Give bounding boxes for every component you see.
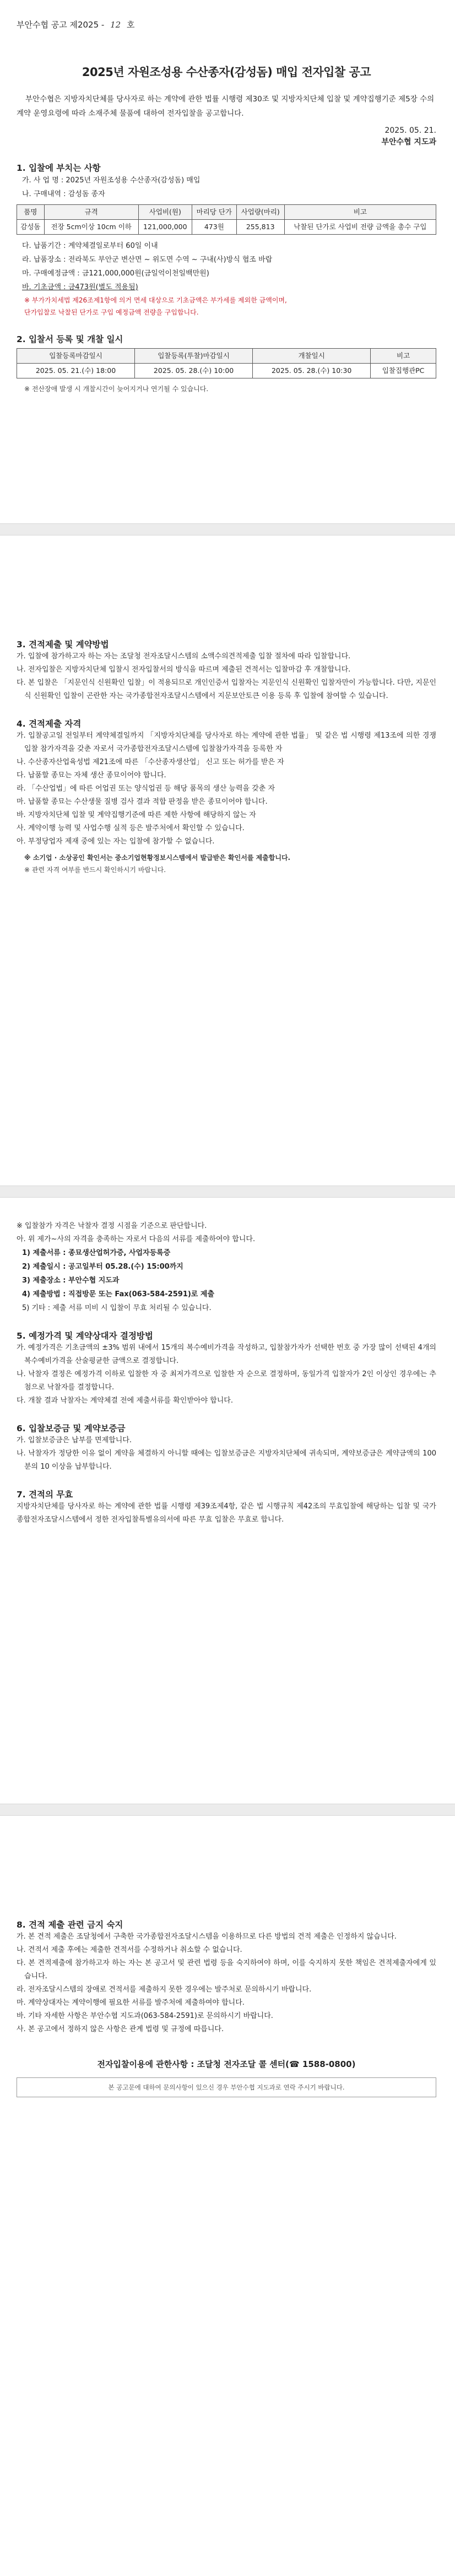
item-table-wrap <box>17 204 436 235</box>
s8-item-3: 다. 본 견적제출에 참가하고자 하는 자는 본 공고서 및 관련 법령 등을 숙지하여야 하며, 이를 숙지하지 못한 책임은 견적제출자에게 있습니다. <box>17 1959 436 1980</box>
table-row <box>17 364 436 378</box>
s4-doc-1: 1) 제출서류 : 종묘생산업허가증, 사업자등록증 <box>22 1249 171 1257</box>
th-unit-price: 마리당 단가 <box>192 205 236 220</box>
s4-item-3: 다. 납품할 종묘는 자체 생산 종묘이어야 합니다. <box>17 771 166 780</box>
s3-item-2: 나. 전자입찰은 지방자치단체 입찰시 전자입찰서의 방식을 따르며 제출된 견적서는 입찰마감 후 개찰합니다. <box>17 665 351 674</box>
s3-item-1: 가. 입찰에 참가하고자 하는 자는 조달청 전자조달시스템의 소액수의견적제출 입찰 절차에 따라 입찰합니다. <box>17 652 351 661</box>
doc-number <box>17 0 436 30</box>
page-title: 2025년 자원조성용 수산종자(감성돔) 매입 전자입찰 공고 <box>82 66 371 79</box>
item-table <box>17 204 436 235</box>
notice-date: 2025. 05. 21. <box>384 126 436 135</box>
s4-note-1: ※ 입찰참가 자격은 낙찰자 결정 시점을 기준으로 판단합니다. <box>17 1222 207 1230</box>
td-opening: 2025. 05. 28.(수) 10:30 <box>253 364 371 378</box>
s4-sub-1: ※ 소기업 · 소상공인 확인서는 중소기업현황정보시스템에서 발급받은 확인서를 제출합니다. <box>24 854 291 862</box>
notice-org: 부안수협 지도과 <box>381 138 436 147</box>
s1-delivery-place: 라. 납품장소 : 전라북도 부안군 변산면 ~ 위도면 수역 ~ 구내(사)방식 협조 바랍 <box>22 256 273 264</box>
td-name: 감성돔 <box>17 220 45 235</box>
s1-project-name: 가. 사 업 명 : 2025년 자원조성용 수산종자(감성돔) 매입 <box>22 176 201 185</box>
th-spec: 규격 <box>44 205 138 220</box>
page-divider <box>0 523 455 535</box>
th-qty: 사업량(마리) <box>236 205 284 220</box>
doc-number-prefix: 부안수협 공고 제2025 - <box>17 20 105 30</box>
s2-note: ※ 전산장애 발생 시 개찰시간이 늦어지거나 연기될 수 있습니다. <box>24 385 209 393</box>
s1-note-2: 단가입찰로 낙찰된 단가로 구입 예정금액 전량을 구입합니다. <box>24 309 199 316</box>
td-note: 입찰집행관PC <box>371 364 436 378</box>
callcenter-line: 전자입찰이용에 관한사항 : 조달청 전자조달 콜 센터(☎ 1588-0800) <box>97 2059 356 2069</box>
s4-doc-5: 5) 기타 : 제출 서류 미비 시 입찰이 무효 처리될 수 있습니다. <box>22 1304 212 1312</box>
s4-doc-3: 3) 제출장소 : 부안수협 지도과 <box>22 1276 120 1285</box>
s4-doc-2: 2) 제출일시 : 공고일부터 05.28.(수) 15:00까지 <box>22 1263 183 1271</box>
s4-item-4: 라. 「수산업법」에 따른 어업권 또는 양식업권 등 해당 품목의 생산 능력을 갖춘 자 <box>17 784 275 793</box>
s7-paragraph: 지방자치단체를 당사자로 하는 계약에 관한 법률 시행령 제39조제4항, 같은 법 시행규칙 제42조의 무효입찰에 해당하는 입찰 및 국가종합전자조달시스템에서 정한 전자입찰특별유의서에 따른 무효 입찰은 무효로 합니다. <box>17 1502 436 1524</box>
th-remarks: 비고 <box>284 205 436 220</box>
s8-item-7: 사. 본 공고에서 정하지 않은 사항은 관계 법령 및 규정에 따릅니다. <box>17 2025 224 2033</box>
schedule-table <box>17 348 436 378</box>
s4-item-2: 나. 수산종자산업육성법 제21조에 따른 「수산종자생산업」 신고 또는 허가를 받은 자 <box>17 758 284 766</box>
s4-sub-2: ※ 관련 자격 여부를 반드시 확인하시기 바랍니다. <box>24 866 166 874</box>
section-8-heading: 8. 견적 제출 관련 금지 숙지 <box>17 1920 123 1930</box>
section-1-heading: 1. 입찰에 부치는 사항 <box>17 163 101 173</box>
schedule-table-wrap <box>17 348 436 378</box>
page-3 <box>0 1198 455 1804</box>
th-bid-deadline: 입찰등록(투찰)마감일시 <box>135 349 253 364</box>
intro-paragraph: 부안수협은 지방자치단체를 당사자로 하는 계약에 관한 법률 시행령 제30조 및 지방자치단체 입찰 및 계약집행기준 제5장 수의계약 운영요령에 따라 소재주체 물품에 대하여 전자입찰을 공고합니다. <box>17 95 435 118</box>
page-4 <box>0 1816 455 2576</box>
section-3-heading: 3. 견적제출 및 계약방법 <box>17 640 109 650</box>
section-5-heading: 5. 예정가격 및 계약상대자 결정방법 <box>17 1331 153 1341</box>
td-remarks: 낙찰된 단가로 사업비 전량 금액을 총수 구입 <box>284 220 436 235</box>
s4-item-7: 사. 계약이행 능력 및 사업수행 실적 등은 발주처에서 확인할 수 있습니다. <box>17 824 245 832</box>
td-bid-deadline: 2025. 05. 28.(수) 10:00 <box>135 364 253 378</box>
s1-base-amount: 바. 기초금액 : 금473원(별도 적용됨) <box>22 283 138 291</box>
footer-box: 본 공고문에 대하여 문의사항이 있으신 경우 부안수협 지도과로 연락 주시기 바랍니다. <box>17 2077 436 2097</box>
s4-item-1: 가. 입찰공고일 전일부터 계약체결일까지 「지방자치단체를 당사자로 하는 계약에 관한 법률」 및 같은 법 시행령 제13조에 의한 경쟁입찰 참가자격을 갖춘 자로서 국가종합전자조달시스템에 입찰참가자격을 등록한 자 <box>17 732 436 753</box>
s4-note-2: 아. 위 제가~사의 자격을 충족하는 자로서 다음의 서류를 제출하여야 합니다. <box>17 1235 256 1243</box>
td-qty: 255,813 <box>236 220 284 235</box>
th-opening: 개찰일시 <box>253 349 371 364</box>
s8-item-4: 라. 전자조달시스템의 장애로 견적서를 제출하지 못한 경우에는 발주처로 문의하시기 바랍니다. <box>17 1985 312 1994</box>
s4-item-6: 바. 지방자치단체 입찰 및 계약집행기준에 따른 제한 사항에 해당하지 않는 자 <box>17 811 256 819</box>
td-reg-deadline: 2025. 05. 21.(수) 18:00 <box>17 364 135 378</box>
table-row <box>17 220 436 235</box>
page-2 <box>0 535 455 1186</box>
s8-item-6: 바. 기타 자세한 사항은 부안수협 지도과(063-584-2591)로 문의하시기 바랍니다. <box>17 2012 273 2020</box>
th-name: 품명 <box>17 205 45 220</box>
doc-number-handwritten: 12 <box>110 20 121 30</box>
s8-item-2: 나. 견적서 제출 후에는 제출한 견적서를 수정하거나 취소할 수 없습니다. <box>17 1946 242 1954</box>
s4-doc-4: 4) 제출방법 : 직접방문 또는 Fax(063-584-2591)로 제출 <box>22 1290 214 1298</box>
s1-delivery-period: 다. 납품기간 : 계약체결일로부터 60일 이내 <box>22 242 158 250</box>
section-6-heading: 6. 입찰보증금 및 계약보증금 <box>17 1424 126 1433</box>
s3-item-3: 다. 본 입찰은 「지문인식 신원확인 입찰」이 적용되므로 개인인증서 입찰자는 지문인식 신원확인 입찰자만이 가능합니다. 다만, 지문인식 신원확인 입찰이 곤란한 자는 국가종합전자조달시스템에서 지문보안토큰 이용 등록 후 입찰에 참여할 수 있습니다. <box>17 679 436 700</box>
s4-item-5: 마. 납품할 종묘는 수산생물 질병 검사 결과 적합 판정을 받은 종묘이어야 합니다. <box>17 798 268 806</box>
td-spec: 전장 5cm이상 10cm 이하 <box>44 220 138 235</box>
section-2-heading: 2. 입찰서 등록 및 개찰 일시 <box>17 334 123 344</box>
s4-item-8: 아. 부정당업자 제재 중에 있는 자는 입찰에 참가할 수 없습니다. <box>17 837 215 846</box>
td-unit-price: 473원 <box>192 220 236 235</box>
s6-item-2: 나. 낙찰자가 정당한 이유 없이 계약을 체결하지 아니할 때에는 입찰보증금은 지방자치단체에 귀속되며, 계약보증금은 계약금액의 100분의 10 이상을 납부합니다. <box>17 1449 436 1471</box>
doc-number-suffix: 호 <box>126 20 135 30</box>
s1-note-1: ※ 부가가치세법 제26조제1항에 의거 면세 대상으로 기초금액은 부가세를 제외한 금액이며, <box>24 296 287 304</box>
th-reg-deadline: 입찰등록마감일시 <box>17 349 135 364</box>
item-table-header <box>17 205 436 220</box>
page-divider <box>0 1804 455 1816</box>
s5-item-1: 가. 예정가격은 기초금액의 ±3% 범위 내에서 15개의 복수예비가격을 작성하고, 입찰참가자가 선택한 번호 중 가장 많이 선택된 4개의 복수예비가격을 산술평균한 금액으로 결정합니다. <box>17 1344 436 1365</box>
th-budget: 사업비(원) <box>138 205 192 220</box>
s1-purchase-item: 나. 구매내역 : 감성돔 종자 <box>22 190 105 198</box>
s5-item-3: 다. 개찰 결과 낙찰자는 계약체결 전에 제출서류를 확인받아야 합니다. <box>17 1397 233 1405</box>
page-1 <box>0 0 455 523</box>
td-budget: 121,000,000 <box>138 220 192 235</box>
s1-purchase-amount: 마. 구매예정금액 : 금121,000,000원(금일억이천일백만원) <box>22 269 209 278</box>
s5-item-2: 나. 낙찰자 결정은 예정가격 이하로 입찰한 자 중 최저가격으로 입찰한 자 순으로 결정하며, 동일가격 입찰자가 2인 이상인 경우에는 추첨으로 낙찰자를 결정합니다. <box>17 1370 436 1392</box>
section-7-heading: 7. 견적의 무효 <box>17 1490 73 1500</box>
page-divider <box>0 1186 455 1198</box>
schedule-table-header <box>17 349 436 364</box>
s8-item-1: 가. 본 견적 제출은 조달청에서 구축한 국가종합전자조달시스템을 이용하므로 다른 방법의 견적 제출은 인정하지 않습니다. <box>17 1933 397 1941</box>
s8-item-5: 마. 계약상대자는 계약이행에 필요한 서류를 발주처에 제출하여야 합니다. <box>17 1999 245 2007</box>
th-note: 비고 <box>371 349 436 364</box>
s6-item-1: 가. 입찰보증금은 납부를 면제합니다. <box>17 1436 132 1444</box>
section-4-heading: 4. 견적제출 자격 <box>17 719 82 729</box>
